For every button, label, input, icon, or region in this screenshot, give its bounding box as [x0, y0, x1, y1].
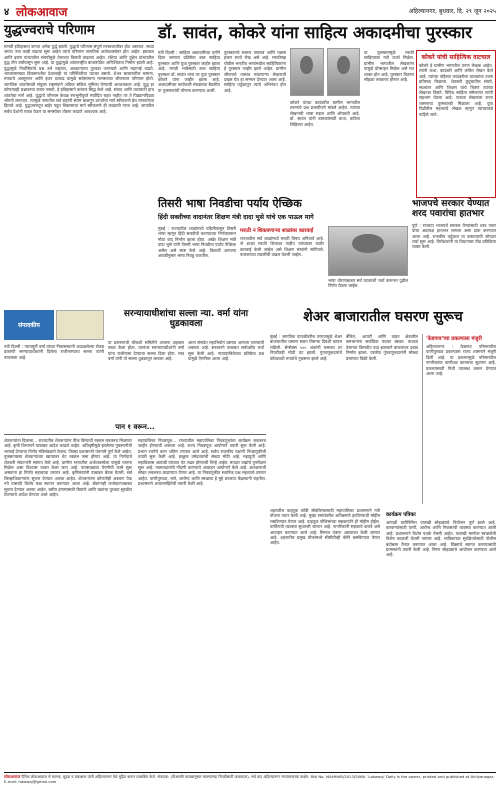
language-col-3: भाषा धोरणाबाबत सर्व घटकांशी चर्चा करूनच पुढील निर्णय घेतला जाईल.: [328, 278, 408, 289]
share-col-1: मुंबई : जागतिक पातळीवरील तणावामुळे शेअर बाजारातील घसरण सलग तिसऱ्या दिवशी कायम राहिली. सेन्सेक्स ५०० अंकांनी घसरला तर निफ्टीतही मोठी घट झाली. गुंतवणूकदारांचे कोट्यवधी रुपयांचे नुकसान झाले आहे.: [270, 334, 342, 361]
justice-col-0: नवी दिल्ली : न्यायमूर्ती वर्मा यांच्या निवासस्थानी आढळलेल्या रोकड प्रकरणी सरन्यायाधीशांनी दिलेला राजीनाम्याचा सल्ला त्यांनी नाकारला आहे.: [4, 344, 104, 360]
marathi-schools-sidebar: [240, 226, 324, 306]
portrait-photo-savant: [290, 48, 324, 96]
award-col-2: पुरस्काराचे स्वरूप ताम्रपत्र आणि पन्नास हजार रुपये रोख असे आहे. मराठीसह चोवीस भारतीय भाषांमधील साहित्यिकांना हे पुरस्कार जाहीर झाले आहेत. ग्रामीण जीवनाचे वास्तव मांडणाऱ्या लेखनाची दखल घेत हा सन्मान देण्यात आला आहे. साहित्य वर्तुळातून त्यांचे अभिनंदन होत आहे.: [224, 50, 286, 93]
kedgaon-sidebar: [422, 334, 496, 504]
kedgaon-body: अहिल्यानगर : केडगाव परिसरातील पाणीपुरवठा प्रकल्पाला राज्य शासनाने मंजुरी दिली आहे. या प्रकल्पामुळे परिसरातील नागरिकांचा पाणीप्रश्न कायमचा सुटणार आहे. प्रकल्पासाठी निधी उपलब्ध करून देण्यात आला आहे.: [426, 344, 496, 377]
minister-photo: [328, 226, 408, 276]
language-article: [158, 198, 408, 306]
portrait-photo-kokare: [327, 48, 361, 96]
continued-from-page-1: [4, 424, 266, 769]
continued-col-2: महापालिका निवडणूक... राज्यातील महापालिका निवडणुकांचा कार्यक्रम लवकरच जाहीर होण्याची शक्यता आहे. राज्य निवडणूक आयोगाने तयारी सुरू केली आहे. प्रभाग रचनेचे काम अंतिम टप्प्यात आले आहे. सर्वच राजकीय पक्षांनी निवडणुकीची तयारी सुरू केली आहे. इच्छुक उमेदवारांची संख्या मोठी आहे. महायुती आणि महाविकास आघाडी यांच्यात थेट लढत होण्याची चिन्हे आहेत. मतदार याद्यांचे पुनरीक्षण सुरू आहे. नवमतदारांची नोंदणी करण्याचे आवाहन आयोगाने केले आहे. आरक्षणाची सोडत लवकरच काढण्यात येणार आहे. या निवडणुकीत स्थानिक प्रश्न महत्त्वाचे ठरणार आहेत. पाणीपुरवठा, रस्ते, आरोग्य आणि स्वच्छता हे मुद्दे प्रचारात केंद्रस्थानी राहतील. प्रशासनाने आचारसंहितेची तयारी केली आहे.: [138, 438, 266, 487]
award-col-1: नवी दिल्ली : साहित्य अकादमीच्या वतीने दिला जाणारा प्रतिष्ठेचा बाल साहित्य पुरस्कार आणि युवा पुरस्कार जाहीर झाला आहे. मराठी भाषेसाठी बाल साहित्य पुरस्कार डॉ. सावंत यांना तर युवा पुरस्कार कोकरे यांना जाहीर झाला आहे. अकादमीच्या कार्यकारी मंडळाच्या बैठकीत या पुरस्कारांची घोषणा करण्यात आली.: [158, 50, 220, 93]
footer-text: दैनिक लोकआवाज चे मालक, मुद्रक व प्रकाशक यांनी अहिल्यानगर येथे मुद्रित करून प्रकाशित केले. संपादक: (पीआरबी कायद्यानुसार बातम्यांच्या निवडीसाठी जबाबदार). सर्व वाद अहिल्यानगर न्यायालयाच्या कक्षेत. RNI No. MAHMAR/2013/5066. 'Lokawaj' Daily is the owner, printed and published at Ahilyanagar. E-mail: lokawaj@gmail.com: [4, 774, 495, 784]
language-col-1: मुंबई : राज्यातील शाळांमध्ये पहिलीपासून तिसरी भाषा म्हणून हिंदी सक्तीची करण्याच्या निर्णयावरून मोठा वाद निर्माण झाला होता. अखेर शिक्षण मंत्री दादा भुसे यांनी तिसरी भाषा निवडीचा पर्याय ऐच्छिक असेल असे स्पष्ट केले आहे. विद्यार्थी आपल्या आवडीनुसार भाषा निवडू शकतील.: [158, 226, 236, 259]
share-headline: शेअर बाजारातील घसरण सुरूच: [303, 309, 463, 325]
editorial-cartoon: [56, 310, 104, 340]
language-subheadline: हिंदी सक्तीच्या वादानंतर शिक्षण मंत्री दादा भुसे यांचे एक पाऊल मागे: [158, 214, 314, 222]
continued-col-1: शेतकऱ्यांना दिलासा... राज्यातील शेतकऱ्यांना पीक विम्याची रक्कम लवकरच मिळणार आहे. कृषी विभागाने याबाबत आदेश काढले आहेत. अतिवृष्टीमुळे झालेल्या नुकसानीची भरपाई देण्याचा निर्णय मंत्रिमंडळाने घेतला. जिल्हा प्रशासनाने पंचनामे पूर्ण केले आहेत. नुकसानग्रस्त शेतकऱ्यांच्या खात्यावर थेट रक्कम जमा होणार आहे. या निर्णयाचे शेतकरी संघटनांनी स्वागत केले आहे. ग्रामीण भागातील अर्थव्यवस्थेला यामुळे चालना मिळेल असा विश्वास व्यक्त केला जात आहे. पावसाळ्यात पेरणीची कामे सुरू असताना हा निर्णय महत्त्वाचा ठरणार आहे. कृषिमंत्र्यांनी याबाबत बैठक घेतली. सर्व जिल्हाधिकाऱ्यांना सूचना देण्यात आल्या आहेत. शेतकऱ्यांना कोणतीही अडचण येऊ नये यासाठी विशेष कक्ष स्थापन करण्यात आला आहे. बँकांनाही कर्जवाटपाबाबत सूचना देण्यात आल्या आहेत. खरीप हंगामासाठी बियाणे आणि खतांचा पुरवठा सुरळीत ठेवण्याचे आदेश देण्यात आले आहेत.: [4, 438, 132, 498]
share-col-2: बँकिंग, आयटी आणि वाहन क्षेत्रातील समभागांना सर्वाधिक फटका बसला. कच्च्या तेलाच्या किमतीत वाढ झाल्याने बाजारावर दबाव निर्माण झाला. परकीय गुंतवणूकदारांनी मोठ्या प्रमाणात विक्री केली.: [346, 334, 418, 361]
editorial-label: संपादकीय: [4, 310, 54, 340]
box-body: कोकरे हे ग्रामीण भागातील तरुण लेखक आहेत. त्यांनी कथा, कादंबरी आणि ललित लेखन केले आहे. त्यांच्या पहिल्या कादंबरीला वाचकांचा उत्तम प्रतिसाद मिळाला. शेतकरी कुटुंबातील संघर्ष, स्थलांतर आणि शिक्षण यांचे चित्रण त्यांच्या लेखनात दिसते. विविध साहित्य संमेलनांत त्यांनी सहभाग घेतला आहे. त्यांच्या लेखनाला राज्य शासनाचा पुरस्कारही मिळाला आहे. युवा पिढीतील महत्त्वाचे लेखक म्हणून त्यांच्याकडे पाहिले जाते.: [419, 63, 493, 117]
box-title: कोकरे यांची साहित्यिक वाटचाल: [421, 54, 491, 61]
sidebar-title: मराठी न शिकवणाऱ्या शाळांवर कारवाई: [240, 228, 314, 234]
kedgaon-title: 'केडगाव'च्या प्रकल्पाला मंजुरी: [426, 336, 482, 342]
footer-brand: लोकआवाज: [4, 774, 21, 779]
justice-headline: सरन्यायाधीशांचा सल्ला न्या. वर्मा यांना धुडकावला: [123, 309, 249, 329]
award-col-3: कोकरे यांच्या कादंबरीत ग्रामीण भागातील तरुणांचे प्रश्न प्रभावीपणे मांडले आहेत. त्यांच्या लेखनाची भाषा सहज आणि ओघवती आहे. डॉ. सावंत यांनी बालकांसाठी कथा, कविता लिहिल्या आहेत.: [290, 100, 360, 127]
continued-headline: पान १ वरून...: [4, 424, 266, 435]
award-photos: [290, 48, 360, 96]
sidebar-body: राज्यातील सर्व शाळांमध्ये मराठी विषय अनिवार्य आहे. जे शाळा मराठी शिकवत नाहीत त्यांच्यावर कठोर कारवाई केली जाईल असे शिक्षण मंत्र्यांनी सांगितले. पालकांच्या तक्रारींची दखल घेतली जाईल.: [240, 236, 324, 258]
award-headline: डॉ. सावंत, कोकरे यांना साहित्य अकादमीचा पुरस्कार: [158, 23, 473, 42]
newspaper-logo: लोकआवाज: [16, 5, 68, 19]
bjp-body: पुणे : राज्यात भाजपचे सरकार येण्यासाठी शरद पवार यांचा अप्रत्यक्ष हातभार लागला असा दावा करण्यात आला आहे. राजकीय वर्तुळात या वक्तव्याची जोरदार चर्चा सुरू आहे. विरोधकांनी या विधानावर तीव्र प्रतिक्रिया व्यक्त केली.: [412, 222, 496, 250]
right-lower-col-1: शहरातील वाहतूक कोंडी सोडविण्यासाठी महापालिका प्रशासनाने नवी योजना तयार केली आहे. मुख्य रस्त्यांवरील अतिक्रमणे हटविण्याची मोहीम राबविण्यात येणार आहे. वाहतूक पोलिसांच्या सहकार्याने ही मोहीम होईल. पार्किंगची व्यवस्था सुधारली जाणार आहे. नागरिकांनी सहकार्य करावे असे आवाहन करण्यात आले आहे. सिग्नल यंत्रणा अद्ययावत केली जाणार आहे. शहरातील प्रमुख चौकांमध्ये सीसीटीव्ही कॅमेरे बसविण्यात येणार आहेत.: [270, 508, 380, 546]
page-number: ४: [4, 7, 10, 18]
war-editorial: [4, 24, 154, 306]
right-lower-col-2-wrap: [386, 508, 496, 769]
language-headline: तिसरी भाषा निवडीचा पर्याय ऐच्छिक: [158, 197, 302, 210]
justice-col-2: आता संसदेत महाभियोग प्रस्ताव आणला जाण्याची शक्यता आहे. सरकारने याबाबत सर्वपक्षीय चर्चा सुरू केली आहे. न्यायपालिकेच्या प्रतिष्ठेचा प्रश्न यामुळे ऐरणीवर आला आहे.: [188, 340, 264, 362]
right-lower-subtitle: कार्यक्रम पत्रिका: [386, 512, 416, 518]
right-lower-news: [270, 508, 496, 769]
right-lower-col-2: आषाढी वारीनिमित्त पालखी सोहळ्याचे नियोजन पूर्ण झाले आहे. वारकऱ्यांसाठी पाणी, आरोग्य आणि निवासाची व्यवस्था करण्यात आली आहे. प्रशासनाने विशेष पथके नेमली आहेत. पालखी मार्गावर स्वच्छतेची विशेष काळजी घेतली जाणार आहे. भाविकांच्या सुरक्षिततेसाठी पोलीस बंदोबस्त तैनात करण्यात आला आहे. दिंड्यांचे स्वागत करण्यासाठी ग्रामस्थांनी तयारी केली आहे. रिंगण सोहळ्याचे आयोजन करण्यात आले आहे.: [386, 520, 496, 558]
imprint-footer: [4, 772, 496, 792]
bjp-headline: भाजपचे सरकार येण्यात शरद पवारांचा हातभार: [412, 199, 490, 219]
edition-date: अहिल्यानगर, बुधवार, दि. २९ जून २०२५: [408, 8, 496, 15]
war-body: मानवी इतिहासात जगात अनेक युद्धे झाली. युद्धाचे परिणाम संपूर्ण मानवजातीवर होत असतात. सध्या जगात ज्या काही लढाया सुरू आहेत त्याचे परिणाम जागतिक अर्थव्यवस्थेवर होत आहेत. इस्रायल आणि इराण यांच्यातील संघर्षामुळे तेलाच्या किमती वाढल्या आहेत. रशिया आणि युक्रेन यांच्यातील युद्ध तीन वर्षांपासून सुरू आहे. या युद्धांमुळे आंतरराष्ट्रीय बाजारपेठेत अनिश्चितता निर्माण झाली आहे. युद्धामुळे निर्वासितांचे प्रश्न उभे राहतात, अन्नधान्याचा तुटवडा जाणवतो आणि महागाई वाढते. भारतासारख्या विकसनशील देशालाही या परिस्थितीचा फटका बसतो. शेअर बाजारातील घसरण, रुपयाचे अवमूल्यन आणि इंधन दरवाढ यामुळे सर्वसामान्य माणसाच्या जीवनावर परिणाम होतो. जागतिक शांततेसाठी संयुक्त राष्ट्रसंघाने अधिक सक्रिय भूमिका घेण्याची आवश्यकता आहे. युद्ध हा कोणत्याही प्रश्नावरचा उपाय नसतो, हे इतिहासाने वारंवार सिद्ध केले आहे. संवाद आणि वाटाघाटी हाच शांततेचा मार्ग आहे. युद्धाचे परिणाम केवळ रणभूमीपुरते मर्यादित राहत नाहीत तर ते पिढ्यानपिढ्या भोगावे लागतात. त्यामुळे जगातील सर्व राष्ट्रांनी संयम बाळगून शांततेचा मार्ग स्वीकारणे हेच मानवतेच्या हिताचे आहे. युद्धज्वरातून बाहेर पडून विकासाचा मार्ग स्वीकारणे ही काळाची गरज आहे. जगातील सर्वच देशांनी एकत्र येऊन या समस्येवर तोडगा काढणे आवश्यक आहे.: [4, 44, 154, 114]
kokare-profile-box: [416, 50, 496, 198]
share-market-article: [270, 310, 496, 505]
award-col-4: या पुरस्कारामुळे मराठी साहित्याला नवी ऊर्जा मिळेल. ग्रामीण भागातील लेखकांना यामुळे प्रोत्साहन मिळेल असे मत व्यक्त होत आहे. पुरस्कार वितरण सोहळा लवकरच होणार आहे.: [364, 50, 414, 83]
bjp-article: [412, 200, 496, 306]
war-headline: युद्धज्वराचे परिणाम: [4, 24, 154, 42]
masthead: [4, 3, 496, 21]
justice-col-1: या प्रकरणाची चौकशी समितीने आपला अहवाल सादर केला होता. त्यानंतर सरन्यायाधीशांनी वर्मा यांना राजीनामा देण्याचा सल्ला दिला होता. मात्र वर्मा यांनी तो सल्ला धुडकावून लावला आहे.: [108, 340, 184, 362]
